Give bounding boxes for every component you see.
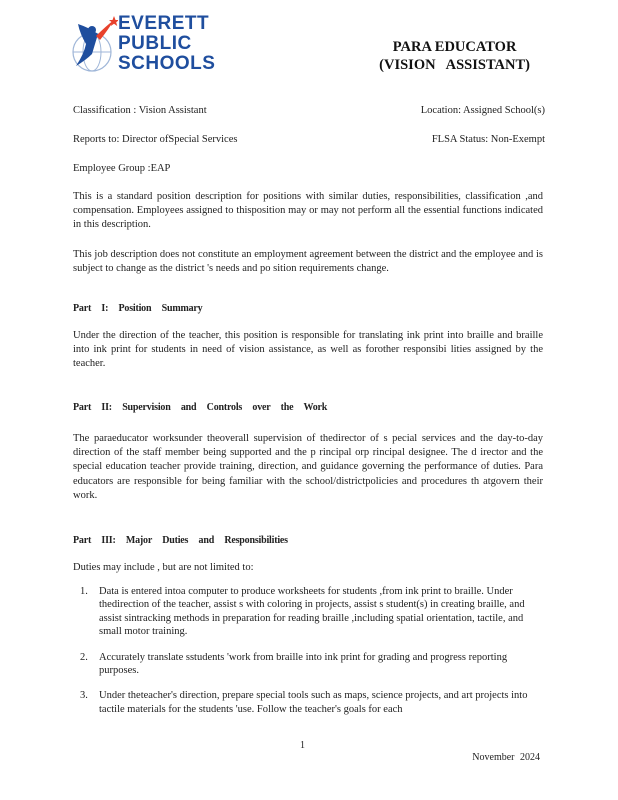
list-item-number: 1.	[80, 586, 88, 597]
list-item-text: Accurately translate sstudents 'work from braille into ink print for grading and progress reporting purposes.	[99, 651, 508, 677]
location-text: Location: Assigned School(s)	[420, 105, 545, 116]
reports-to-text: Reports to: Director ofSpecial Services	[73, 134, 238, 145]
part-3-heading: Part III: Major Duties and Responsibilities	[73, 535, 288, 546]
classification-text: Classification : Vision Assistant	[73, 105, 207, 116]
list-item	[80, 585, 540, 639]
title-line-1: PARA EDUCATOR	[392, 39, 517, 55]
logo-emblem-icon	[70, 14, 118, 80]
part-1-heading: Part I: Position Summary	[73, 303, 203, 314]
logo-line-schools: SCHOOLS	[118, 53, 216, 74]
logo-line-everett: EVERETT	[118, 13, 210, 34]
list-item-text: Under theteacher's direction, prepare special tools such as maps, science projects, and art projects into tactile materials for the students 'use. Follow the teacher's goals for each	[99, 690, 528, 715]
title-line-2: (VISION ASSISTANT)	[379, 57, 530, 73]
district-logo	[70, 14, 240, 80]
list-item	[80, 689, 540, 716]
meta-row-reports	[73, 133, 545, 147]
duties-list	[80, 585, 540, 728]
list-item	[80, 651, 540, 678]
logo-line-public: PUBLIC	[118, 33, 192, 54]
flsa-status-text: FLSA Status: Non-Exempt	[431, 134, 545, 145]
meta-row-classification	[73, 104, 545, 118]
logo-wordmark	[118, 14, 215, 74]
intro-paragraph-1: This is a standard position description for positions with similar duties, responsibilities, classification ,and compensation. Employees assigned to thisposition may or may not perform all the essential functions indicated in this description.	[73, 191, 543, 231]
employee-group-text: Employee Group :EAP	[73, 163, 171, 174]
part-2-heading: Part II: Supervision and Controls over the Work	[73, 402, 328, 413]
meta-row-employee-group	[73, 162, 545, 176]
list-item-number: 3.	[80, 690, 88, 702]
intro-paragraph-2: This job description does not constitute an employment agreement between the district and the employee and is subject to change as the district 's needs and po sition requirements change.	[73, 249, 543, 275]
list-item-text: Data is entered intoa computer to produce worksheets for students ,from ink print to braille. Under thedirection of the teacher, assist s with coloring in projects, assist s student(s) in creating braille, and assist sintracking methods in preparation for reading braille ,including spatial orientation, tactile, and small motor training.	[99, 586, 525, 638]
list-item-number: 2.	[80, 651, 88, 663]
document-title	[379, 38, 530, 74]
part-1-text: Under the direction of the teacher, this position is responsible for translating ink print into braille and braille into ink print for students in need of vision assistance, as well as forother responsibi lities assigned by the teacher.	[73, 330, 543, 370]
part-3-intro: Duties may include , but are not limited to:	[73, 562, 254, 573]
page-number: 1	[300, 740, 305, 751]
part-2-text: The paraeducator worksunder theoverall supervision of thedirector of s pecial services and the day-to-day direction of the staff member being supported and the p rincipal orp rincipal designee. The d irector and the special education teacher provide training, direction, and guidance governing the performance of duties. Para educators are responsible for being familiar with the school/districtpolicies and procedures th atgovern their work.	[73, 433, 543, 501]
footer-date: November 2024	[472, 752, 540, 763]
